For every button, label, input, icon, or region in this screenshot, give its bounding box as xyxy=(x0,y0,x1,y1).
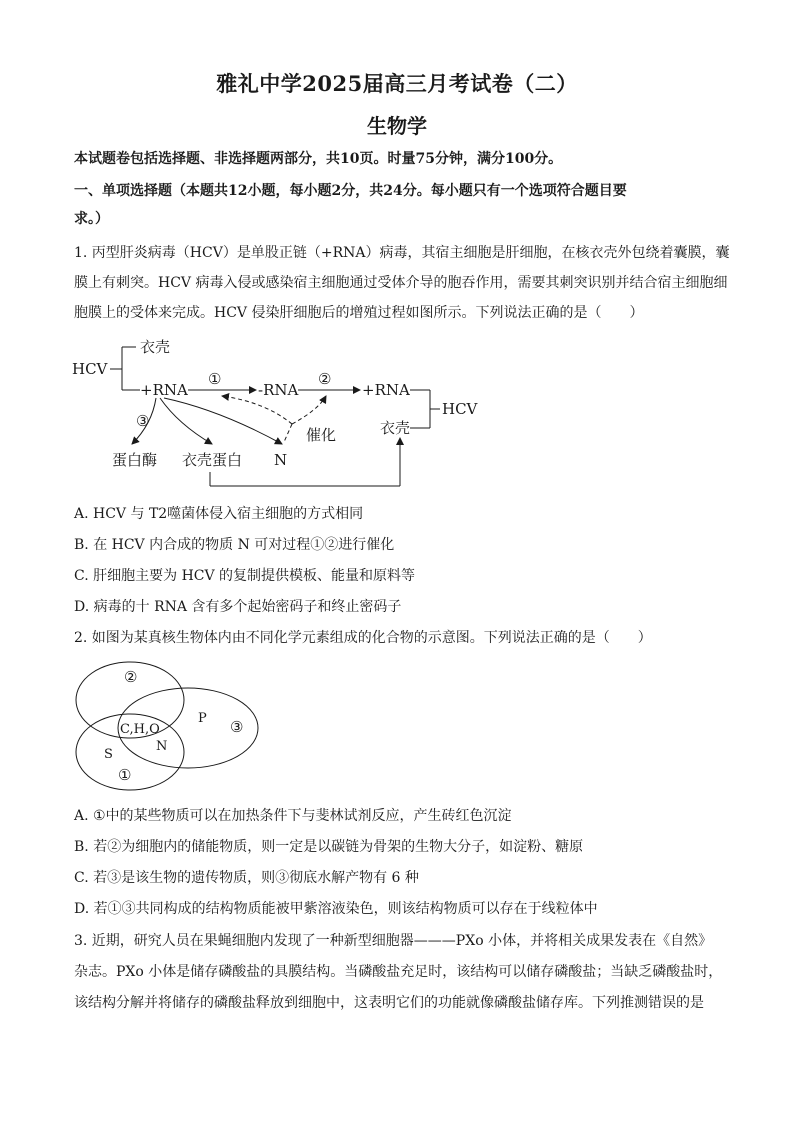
q1-option-d: D. 病毒的十 RNA 含有多个起始密码子和终止密码子 xyxy=(74,599,402,615)
capsid-protein-label: 衣壳蛋白 xyxy=(182,451,243,469)
q2-stem: 2. 如图为某真核生物体内由不同化学元素组成的化合物的示意图。下列说法正确的是（ ） xyxy=(74,630,652,646)
q3-stem-line2: 杂志。PXo 小体是储存磷酸盐的具膜结构。当磷酸盐充足时，该结构可以储存磷酸盐；当缺乏磷酸盐时， xyxy=(74,964,723,980)
rna-minus-label: -RNA xyxy=(258,381,299,399)
venn-p: P xyxy=(198,711,207,726)
protease-label: 蛋白酶 xyxy=(112,451,158,469)
element-venn-diagram xyxy=(70,656,270,796)
venn-label-2: ② xyxy=(124,668,138,686)
section-heading-line1: 一、单项选择题（本题共12小题，每小题2分，共24分。每小题只有一个选项符合题目要 xyxy=(74,183,627,199)
q1-stem-line1: 1. 丙型肝炎病毒（HCV）是单股正链（+RNA）病毒，其宿主细胞是肝细胞，在核衣壳外包绕着囊膜，囊 xyxy=(74,245,730,261)
capsid-right-label: 衣壳 xyxy=(380,419,411,437)
hcv-replication-diagram xyxy=(60,332,500,492)
venn-label-1: ① xyxy=(118,766,132,784)
rna-plus-2-label: +RNA xyxy=(362,381,410,399)
subject-title: 生物学 xyxy=(367,114,427,138)
step-2-label: ② xyxy=(318,370,332,388)
section-heading-line2: 求。） xyxy=(74,211,109,227)
q1-stem-line3: 胞膜上的受体来完成。HCV 侵染肝细胞后的增殖过程如图所示。下列说法正确的是（ ） xyxy=(74,305,644,321)
q1-option-a: A. HCV 与 T2噬菌体侵入宿主细胞的方式相同 xyxy=(74,506,364,522)
q2-option-a: A. ①中的某些物质可以在加热条件下与斐林试剂反应，产生砖红色沉淀 xyxy=(74,808,512,824)
q1-stem-line2: 膜上有刺突。HCV 病毒入侵或感染宿主细胞通过受体介导的胞吞作用，需要其刺突识别并结合宿主细胞细 xyxy=(74,275,728,291)
hcv-right-label: HCV xyxy=(442,400,478,418)
step-3-label: ③ xyxy=(136,412,150,430)
capsid-top-label: 衣壳 xyxy=(140,338,171,356)
q1-option-b: B. 在 HCV 内合成的物质 N 可对过程①②进行催化 xyxy=(74,537,395,553)
q3-stem-line1: 3. 近期，研究人员在果蝇细胞内发现了一种新型细胞器———PXo 小体，并将相关成果发表在《自然》 xyxy=(74,933,713,949)
q2-option-d: D. 若①③共同构成的结构物质能被甲紫溶液染色，则该结构物质可以存在于线粒体中 xyxy=(74,901,598,917)
catalysis-label: 催化 xyxy=(306,426,337,444)
hcv-left-label: HCV xyxy=(72,360,108,378)
rna-plus-1-label: +RNA xyxy=(140,381,188,399)
q1-option-c: C. 肝细胞主要为 HCV 的复制提供模板、能量和原料等 xyxy=(74,568,416,584)
q2-option-c: C. 若③是该生物的遗传物质，则③彻底水解产物有 6 种 xyxy=(74,870,419,886)
venn-label-3: ③ xyxy=(230,718,244,736)
exam-title: 雅礼中学2025届高三月考试卷（二） xyxy=(216,71,578,96)
q3-stem-line3: 该结构分解并将储存的磷酸盐释放到细胞中，这表明它们的功能就像磷酸盐储存库。下列推测错误的是 xyxy=(74,995,704,1011)
venn-n: N xyxy=(156,739,168,754)
venn-center-chon: C,H,O xyxy=(120,722,160,737)
exam-notice: 本试题卷包括选择题、非选择题两部分，共10页。时量75分钟，满分100分。 xyxy=(74,151,563,167)
venn-s: S xyxy=(104,747,113,762)
n-label: N xyxy=(274,451,288,469)
step-1-label: ① xyxy=(208,370,222,388)
q2-option-b: B. 若②为细胞内的储能物质，则一定是以碳链为骨架的生物大分子，如淀粉、糖原 xyxy=(74,839,584,855)
